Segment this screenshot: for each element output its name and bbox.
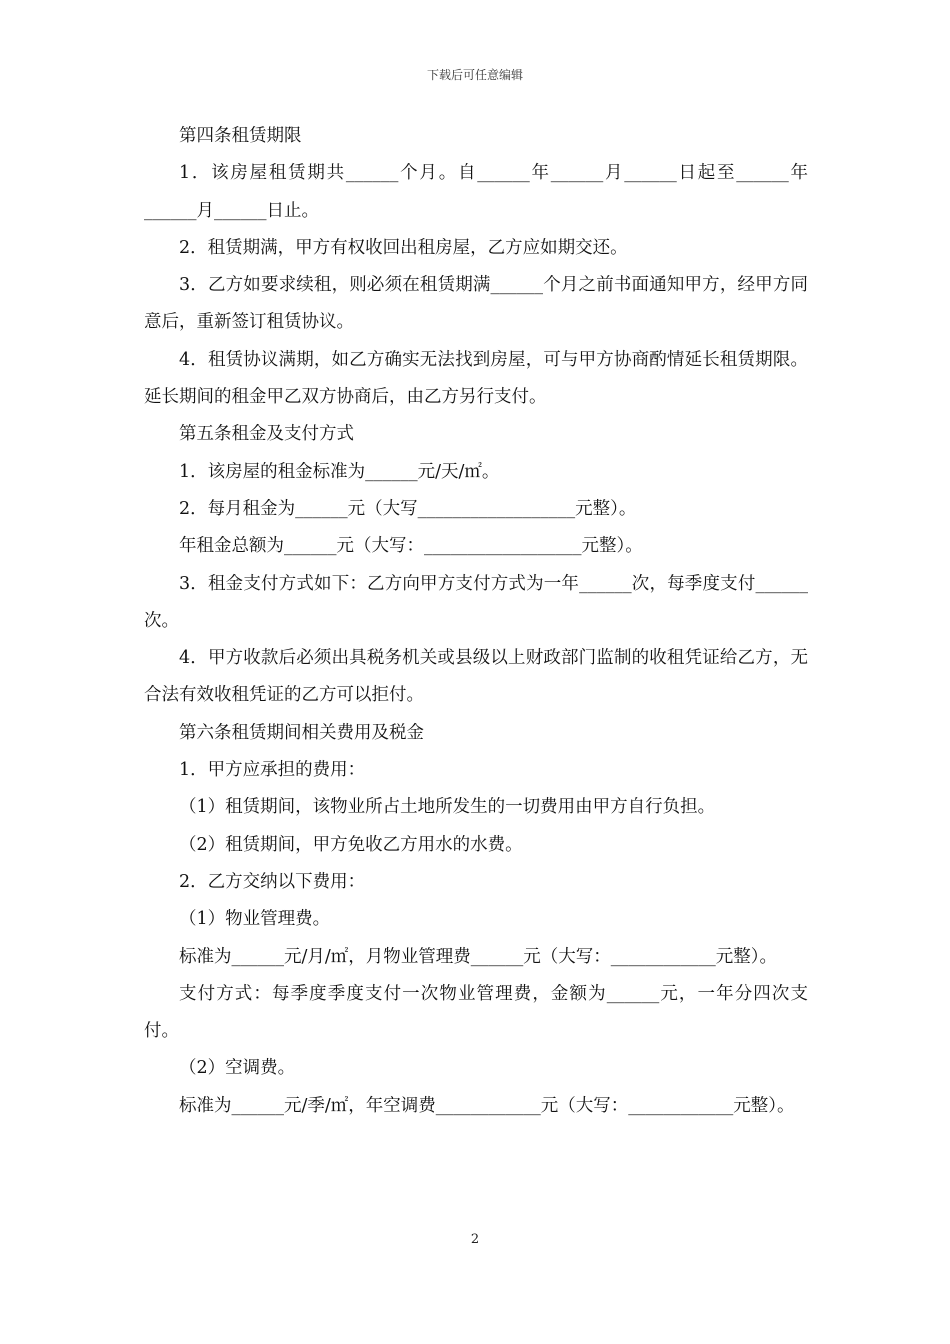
paragraph: 2．乙方交纳以下费用：: [179, 871, 366, 892]
paragraph: 3．乙方如要求续租，则必须在租赁期满______个月之前书面通知甲方，经甲方同意后，重新签订租赁协议。: [144, 275, 808, 333]
paragraph: 标准为______元/月/㎡，月物业管理费______元（大写：____________元整）。: [179, 946, 778, 967]
section-heading: 第五条租金及支付方式: [179, 424, 354, 445]
paragraph: 2．每月租金为______元（大写__________________元整）。: [179, 498, 637, 519]
paragraph: 1．该房屋的租金标准为______元/天/㎡。: [179, 461, 500, 482]
paragraph: （2）空调费。: [179, 1058, 296, 1079]
paragraph: 支付方式：每季度季度支付一次物业管理费，金额为______元，一年分四次支付。: [144, 983, 808, 1042]
page-number: 2: [470, 1232, 480, 1247]
paragraph: 第四条租赁期限: [179, 126, 302, 146]
paragraph: 1．甲方应承担的费用：: [179, 760, 366, 781]
paragraph: （2）租赁期间，甲方免收乙方用水的水费。: [179, 834, 523, 855]
paragraph: 3．租金支付方式如下：乙方向甲方支付方式为一年______次，每季度支付______次。: [144, 573, 808, 631]
section-heading: 第六条租赁期间相关费用及税金: [179, 722, 424, 743]
page-header: 下载后可任意编辑: [426, 68, 523, 82]
paragraph: 4．租赁协议满期，如乙方确实无法找到房屋，可与甲方协商酌情延长租赁期限。延长期间的租金甲乙双方协商后，由乙方另行支付。: [144, 349, 808, 408]
paragraph: 4．甲方收款后必须出具税务机关或县级以上财政部门监制的收租凭证给乙方，无合法有效收租凭证的乙方可以拒付。: [144, 648, 808, 706]
paragraph: （1）租赁期间，该物业所占土地所发生的一切费用由甲方自行负担。: [179, 797, 716, 818]
paragraph: （1）物业管理费。: [179, 909, 331, 930]
paragraph: 年租金总额为______元（大写：__________________元整）。: [179, 536, 643, 557]
document-body: [144, 118, 808, 1125]
paragraph: 2．租赁期满，甲方有权收回出租房屋，乙方应如期交还。: [179, 237, 628, 258]
paragraph: 1．该房屋租赁期共______个月。自______年______月______日起至______年______月______日止。: [144, 163, 808, 221]
paragraph: 标准为______元/季/㎡，年空调费____________元（大写：____________元整）。: [179, 1095, 795, 1116]
